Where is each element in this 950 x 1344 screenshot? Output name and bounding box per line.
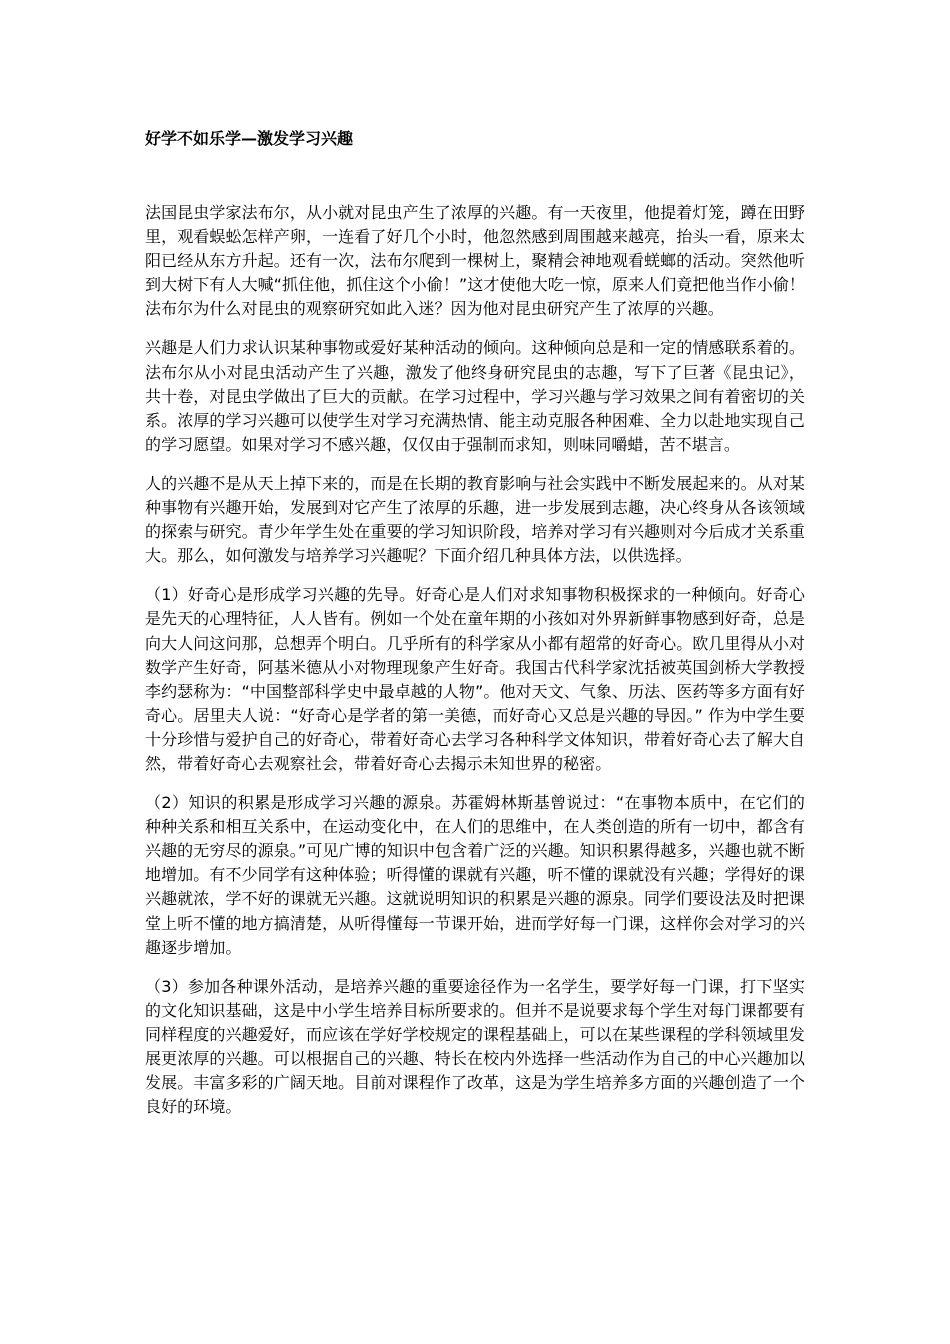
document-title: 好学不如乐学—激发学习兴趣 [145,129,354,148]
paragraph-method-curiosity: （1）好奇心是形成学习兴趣的先导。好奇心是人们对求知事物积极探求的一种倾向。好奇心是先天的心理特征，人人皆有。例如一个处在童年期的小孩如对外界新鲜事物感到好奇，总是向大人问这问那，总想弄个明白。几乎所有的科学家从小都有超常的好奇心。欧几里得从小对数学产生好奇，阿基米德从小对物理现象产生好奇。我国古代科学家沈括被英国剑桥大学教授李约瑟称为：“中国整部科学史中最卓越的人物”。他对天文、气象、历法、医药等多方面有好奇心。居里夫人说：“好奇心是学者的第一美德，而好奇心又总是兴趣的导因。” 作为中学生要十分珍惜与爱护自己的好奇心，带着好奇心去学习各种科学文体知识，带着好奇心去了解大自然，带着好奇心去观察社会，带着好奇心去揭示未知世界的秘密。 [145,585,805,773]
document-body [145,201,805,1134]
paragraph-interest-definition: 兴趣是人们力求认识某种事物或爱好某种活动的倾向。这种倾向总是和一定的情感联系着的。法布尔从小对昆虫活动产生了兴趣，激发了他终身研究昆虫的志趣，写下了巨著《昆虫记》，共十卷，对昆虫学做出了巨大的贡献。在学习过程中，学习兴趣与学习效果之间有着密切的关系。浓厚的学习兴趣可以使学生对学习充满热情、能主动克服各种困难、全力以赴地实现自己的学习愿望。如果对学习不感兴趣，仅仅由于强制而求知，则味同嚼蜡，苦不堪言。 [145,338,805,454]
paragraph-method-knowledge: （2）知识的积累是形成学习兴趣的源泉。苏霍姆林斯基曾说过：“在事物本质中，在它们的种种关系和相互关系中，在运动变化中，在人们的思维中，在人类创造的所有一切中，都含有兴趣的无穷尽的源泉。”可见广博的知识中包含着广泛的兴趣。知识积累得越多，兴趣也就不断地增加。有不少同学有这种体验；听得懂的课就有兴趣，听不懂的课就没有兴趣；学得好的课兴趣就浓，学不好的课就无兴趣。这就说明知识的积累是兴趣的源泉。同学们要设法及时把课堂上听不懂的地方搞清楚，从听得懂每一节课开始，进而学好每一门课，这样你会对学习的兴趣逐步增加。 [145,793,805,957]
paragraph-fabre-story: 法国昆虫学家法布尔，从小就对昆虫产生了浓厚的兴趣。有一天夜里，他提着灯笼，蹲在田野里，观看蜈蚣怎样产卵，一连看了好几个小时，他忽然感到周围越来越亮，抬头一看，原来太阳已经从东方升起。还有一次，法布尔爬到一棵树上，聚精会神地观看蜣螂的活动。突然他听到大树下有人大喊“抓住他，抓住这个小偷！”这才使他大吃一惊，原来人们竟把他当作小偷！法布尔为什么对昆虫的观察研究如此入迷？因为他对昆虫研究产生了浓厚的兴趣。 [145,203,805,319]
paragraph-method-activities: （3）参加各种课外活动，是培养兴趣的重要途径作为一名学生，要学好每一门课，打下坚实的文化知识基础，这是中小学生培养目标所要求的。但并不是说要求每个学生对每门课都要有同样程度的兴趣爱好，而应该在学好学校规定的课程基础上，可以在某些课程的学科领域里发展更浓厚的兴趣。可以根据自己的兴趣、特长在校内外选择一些活动作为自己的中心兴趣加以发展。丰富多彩的广阔天地。目前对课程作了改革，这是为学生培养多方面的兴趣创造了一个良好的环境。 [145,976,805,1117]
paragraph-interest-development: 人的兴趣不是从天上掉下来的，而是在长期的教育影响与社会实践中不断发展起来的。从对某种事物有兴趣开始，发展到对它产生了浓厚的乐趣，进一步发展到志趣，决心终身从各该领域的探索与研究。青少年学生处在重要的学习知识阶段，培养对学习有兴趣则对今后成才关系重大。那么，如何激发与培养学习兴趣呢？下面介绍几种具体方法，以供选择。 [145,473,805,566]
